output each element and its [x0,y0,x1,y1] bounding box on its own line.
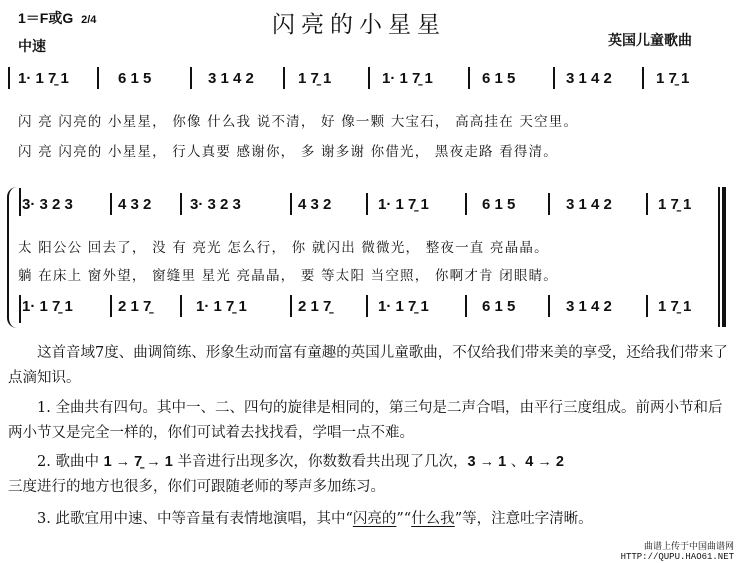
time-signature: 2/4 [81,14,97,26]
third-progression-2: 4 → 2 [525,454,564,470]
measure-17: 1· 1 7̱ 1 [22,298,73,315]
measure-5: 1· 1 7̱ 1 [382,70,433,87]
final-barline-thin [718,187,720,327]
section1-lyrics-verse2: 闪 亮 闪亮的 小星星， 行人真要 感谢你， 多 谢多谢 你借光， 黑夜走路 看得清。 [18,144,559,160]
measure-20: 2 1 7̱ [298,298,332,315]
measure-10: 4 3 2 [118,196,152,213]
measure-16: 1 7̱ 1 [658,196,692,213]
tempo-marking: 中速 [18,39,46,55]
measure-8: 1 7̱ 1 [656,70,690,87]
measure-2: 6 1 5 [118,70,152,87]
measure-9: 3· 3 2 3 [22,196,73,213]
description-paragraph-1: 这首音域7度、曲调简练、形象生动而富有童趣的英国儿童歌曲，不仅给我们带来美的享受，还给我们带来了点滴知识。 [8,345,728,386]
measure-22: 6 1 5 [482,298,516,315]
para3-middle: 半音进行出现多次，你数数看共出现了几次， [172,454,468,470]
third-progression-1: 3 → 1 [467,454,507,470]
quoted-phrase-2: 什么我 [411,511,455,527]
section1-lyrics-verse1: 闪 亮 闪亮的 小星星， 你像 什么我 说不清， 好 像一颗 大宝石， 高高挂在 天空里。 [18,114,579,130]
para3-intro: 2. 歌曲中 [8,454,104,470]
song-title: 闪亮的小星星 [272,12,446,38]
measure-7: 3 1 4 2 [566,70,612,87]
measure-18: 2 1 7̱ [118,298,152,315]
watermark-line1: 曲谱上传于中国曲谱网 [643,542,734,552]
measure-4: 1 7̱ 1 [298,70,332,87]
para3-end: 三度进行的地方也很多，你们可跟随老师的琴声多加练习。 [8,479,385,495]
watermark [621,542,734,562]
measure-24: 1 7̱ 1 [658,298,692,315]
key-signature [18,8,96,28]
measure-23: 3 1 4 2 [566,298,612,315]
measure-21: 1· 1 7̱ 1 [378,298,429,315]
para4-end: ”等，注意吐字清晰。 [454,511,593,527]
measure-14: 6 1 5 [482,196,516,213]
semitone-progression: 1 → 7̱ → 1 [103,454,173,470]
watermark-line2: HTTP://QUPU.HAO61.NET [620,552,734,562]
measure-13: 1· 1 7̱ 1 [378,196,429,213]
section2-lyrics-verse1: 太 阳公公 回去了， 没 有 亮光 怎么行， 你 就闪出 微微光， 整夜一直 亮晶晶。 [18,240,549,256]
description-paragraph-4 [8,507,733,532]
section2-lyrics-verse2: 躺 在床上 窗外望， 窗缝里 星光 亮晶晶， 要 等太阳 当空照， 你啊才肯 闭眼睛。 [18,268,559,284]
section1-notes [0,70,740,92]
final-barline-thick [722,187,726,327]
quoted-phrase-1: 闪亮的 [352,511,397,527]
measure-19: 1· 1 7̱ 1 [196,298,247,315]
measure-12: 4 3 2 [298,196,332,213]
description-paragraph-2: 1. 全曲共有四句。其中一、二、四句的旋律是相同的，第三句是二声合唱，由平行三度组成。前两小节和后两小节又是完全一样的，你们可试着去找找看，学唱一点不难。 [8,400,723,441]
measure-11: 3· 3 2 3 [190,196,241,213]
para3-separator: 、 [506,454,526,470]
measure-15: 3 1 4 2 [566,196,612,213]
measure-1: 1· 1 7̱ 1 [18,70,69,87]
measure-3: 3 1 4 2 [208,70,254,87]
para4-intro: 3. 此歌宜用中速、中等音量有表情地演唱，其中“ [8,511,353,527]
description-paragraph-3 [8,450,733,500]
para4-quotes: ”“ [396,511,412,527]
section2-upper-notes [0,196,740,218]
measure-6: 6 1 5 [482,70,516,87]
section2-lower-notes [0,298,740,320]
key-signature-text: 1＝F或G [18,10,74,26]
song-origin: 英国儿童歌曲 [608,33,692,49]
